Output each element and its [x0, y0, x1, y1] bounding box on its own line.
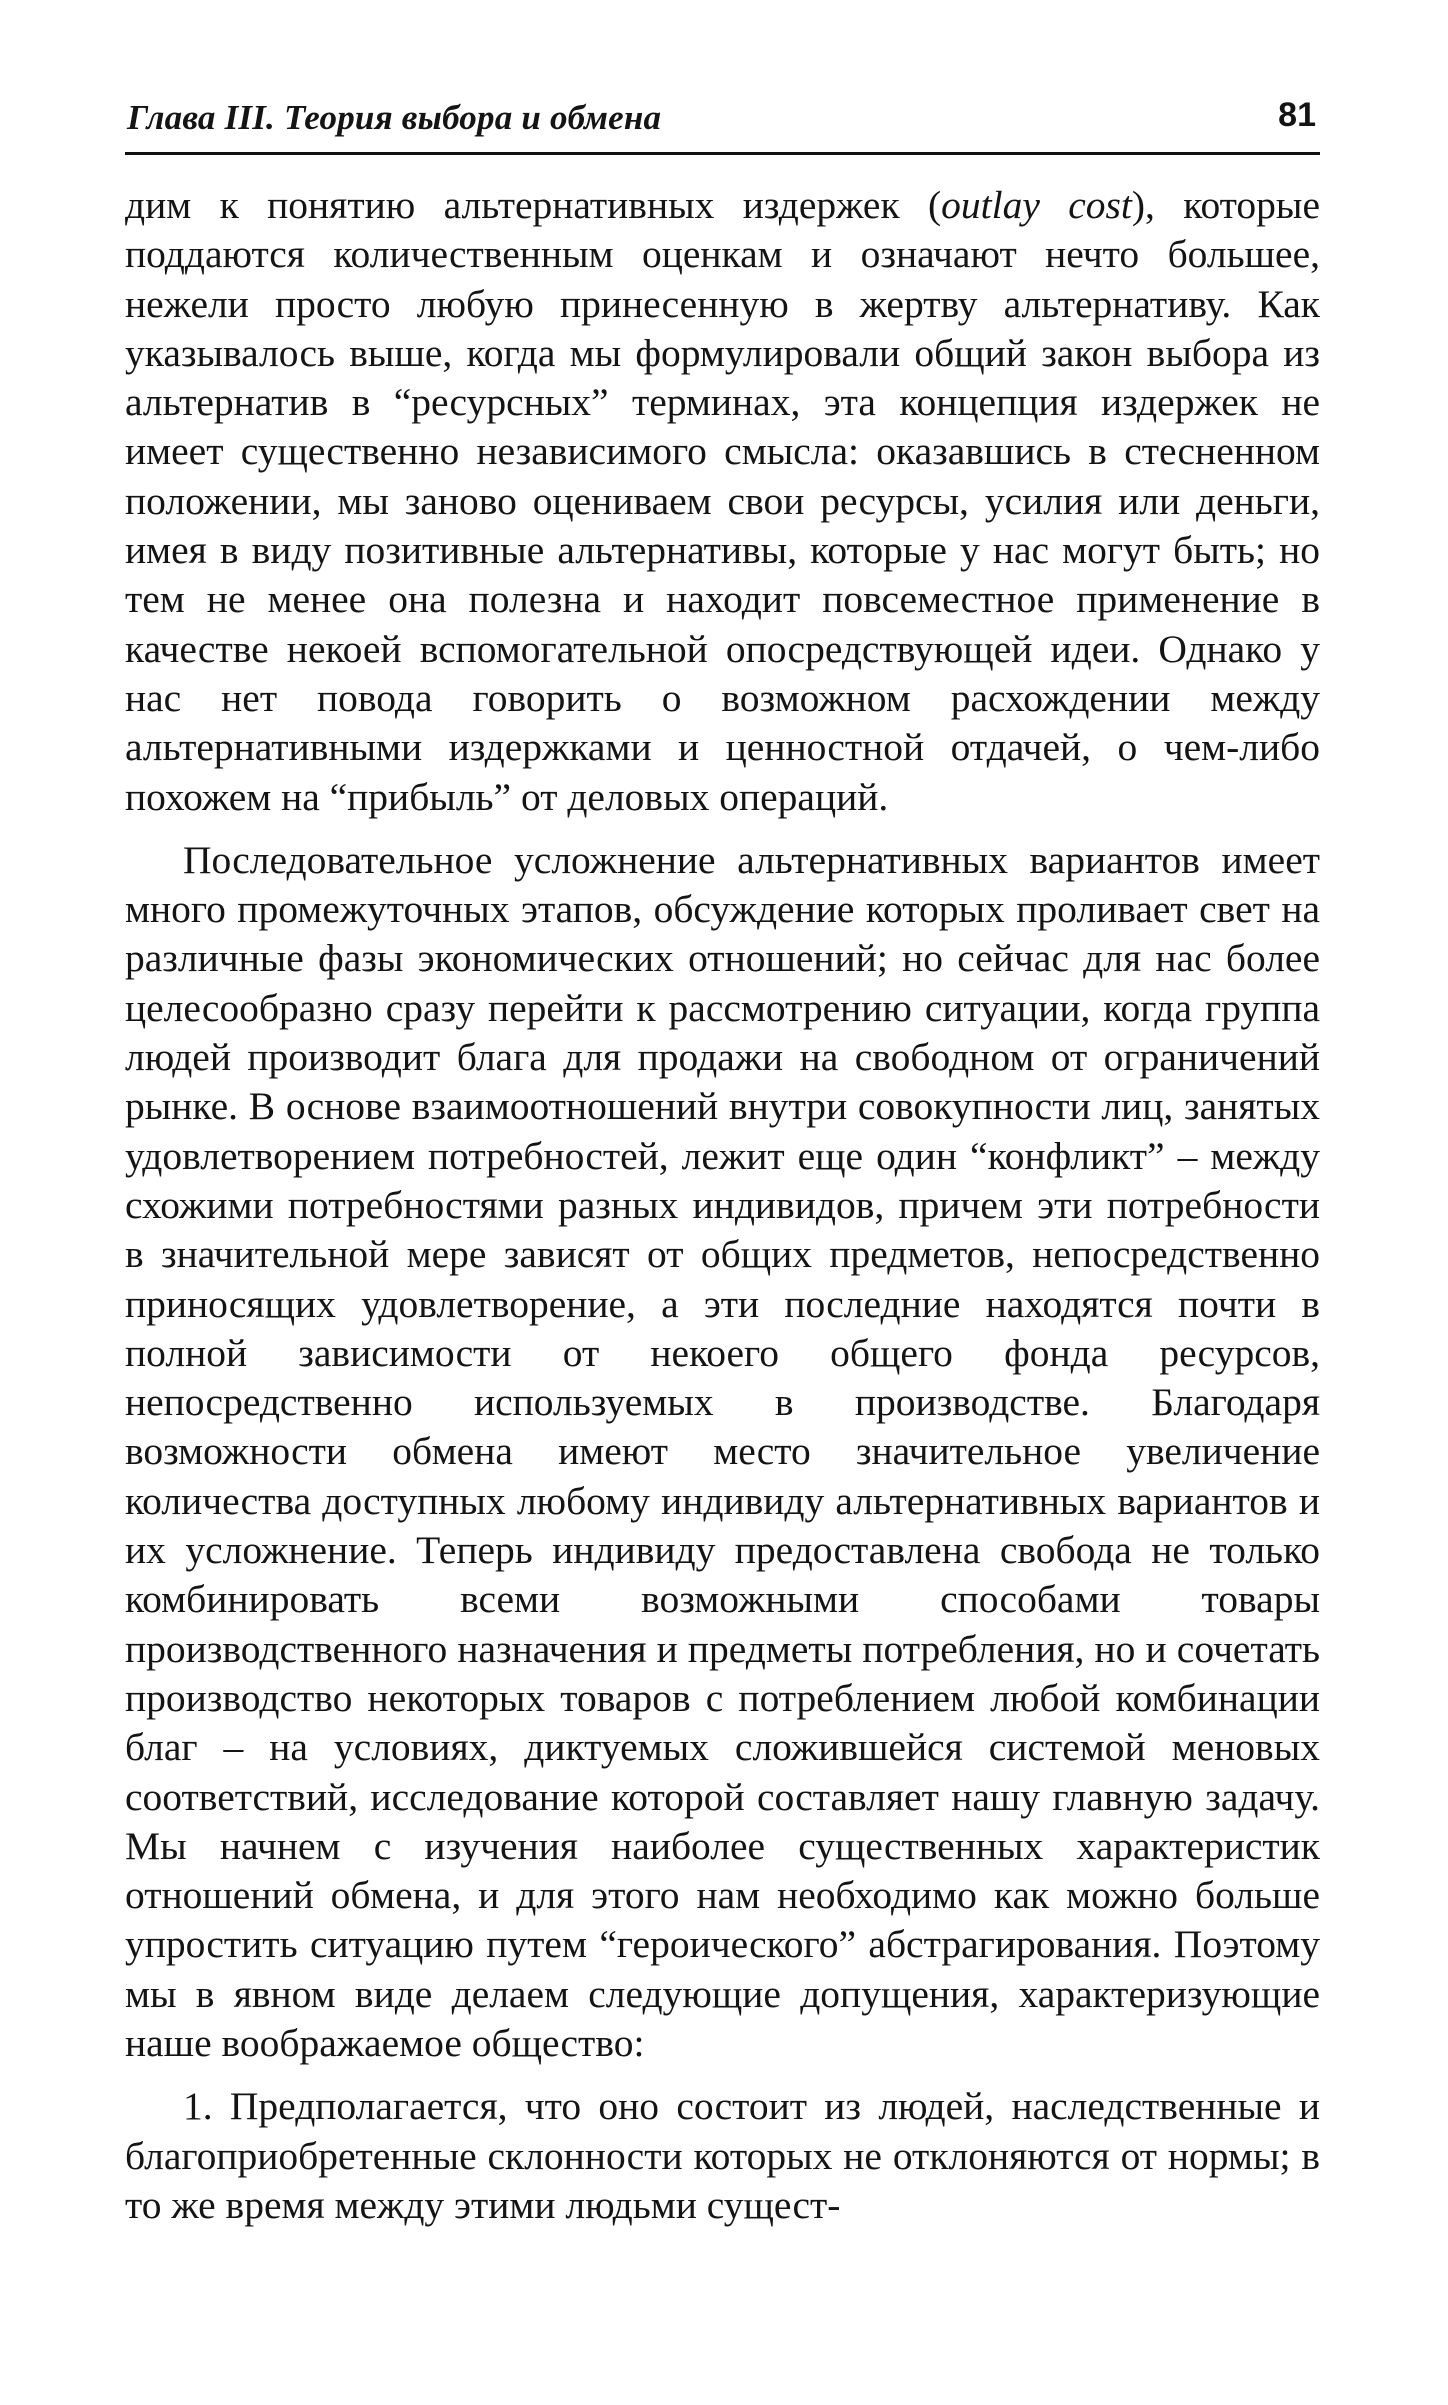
running-head	[125, 90, 1320, 155]
numbered-item: 1. Предполагается, что оно состоит из людей, наследственные и благоприобретенные склонности которых не отклоняются от нормы; в то же время между этими людьми сущест-	[125, 2084, 1320, 2227]
paragraph-text: дим к понятию альтернативных издержек (	[125, 183, 942, 227]
book-page	[125, 90, 1320, 2340]
page-number: 81	[1278, 96, 1316, 134]
paragraph: Последовательное усложнение альтернативных вариантов имеет много промежуточных этапов, обсуждение которых проливает свет на различные фазы экономических отношений; но сейчас для нас более целесообразно сразу перейти к рассмотрению ситуации, когда группа людей производит блага для продажи на свободном от ограничений рынке. В основе взаимоотношений внутри совокупности лиц, занятых удовлетворением потребностей, лежит еще один “конфликт” – между схожими потребностями разных индивидов, причем эти потребности в значительной мере зависят от общих предметов, непосредственно приносящих удовлетворение, а эти последние находятся почти в полной зависимости от некоего общего фонда ресурсов, непосредственно используемых в производстве. Благодаря возможности обмена имеют место значительное увеличение количества доступных любому индивиду альтернативных вариантов и их усложнение. Теперь индивиду предоставлена свобода не только комбинировать всеми возможными способами товары производственного назначения и предметы потребления, но и сочетать производство некоторых товаров с потреблением любой комбинации благ – на условиях, диктуемых сложившейся системой меновых соответствий, исследование которой составляет нашу главную задачу. Мы начнем с изучения наиболее существенных характеристик отношений обмена, и для этого нам необходимо как можно больше упростить ситуацию путем “героического” абстрагирования. Поэтому мы в явном виде делаем следующие допущения, характеризующие наше воображаемое общество:	[125, 837, 1320, 2065]
emphasis-term: outlay cost	[941, 183, 1132, 227]
paragraph-text: ), которые поддаются количественным оценкам и означают нечто большее, нежели просто любую принесенную в жертву альтернативу. Как указывалось выше, когда мы формулировали общий закон выбора из альтернатив в “ресурсных” терминах, эта концепция издержек не имеет существенно независимого смысла: оказавшись в стесненном положении, мы заново оцениваем свои ресурсы, усилия или деньги, имея в виду позитивные альтернативы, которые у нас могут быть; но тем не менее она полезна и находит повсеместное применение в качестве некоей вспомогательной опосредствующей идеи. Однако у нас нет повода говорить о возможном расхождении между альтернативными издержками и ценностной отдачей, о чем-либо похожем на “прибыль” от деловых операций.	[125, 183, 1320, 819]
body-text	[125, 181, 1320, 2230]
chapter-title: Глава III. Теория выбора и обмена	[127, 98, 662, 137]
paragraph-continuation	[125, 181, 1320, 822]
